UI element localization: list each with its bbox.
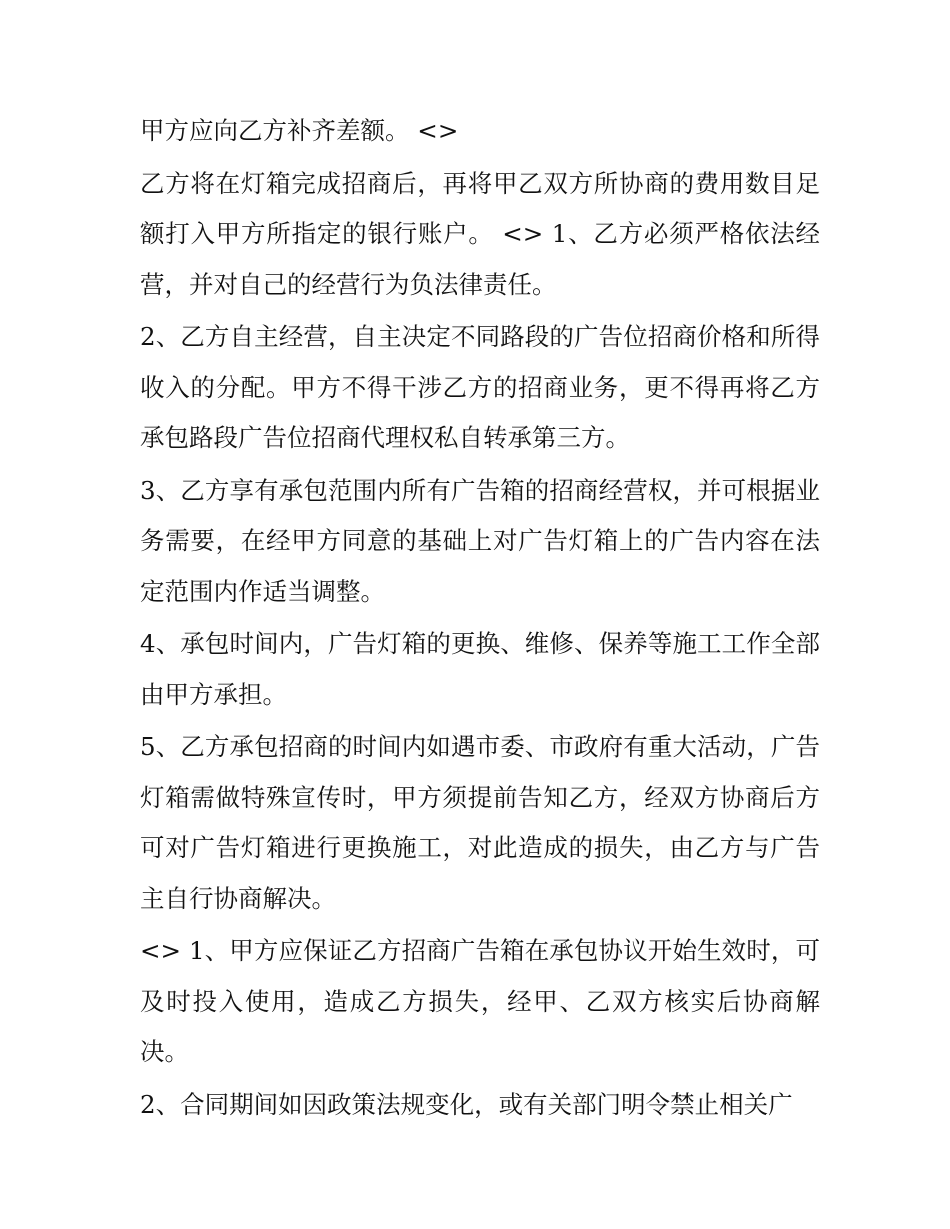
paragraph-6: 5、乙方承包招商的时间内如遇市委、市政府有重大活动，广告灯箱需做特殊宣传时，甲方须提前告知乙方，经双方协商后方可对广告灯箱进行更换施工，对此造成的损失，由乙方与广告主自行协商解决。: [140, 732, 820, 913]
paragraph-4: 3、乙方享有承包范围内所有广告箱的招商经营权，并可根据业务需要，在经甲方同意的基础上对广告灯箱上的广告内容在法定范围内作适当调整。: [140, 475, 820, 606]
paragraph-1: 甲方应向乙方补齐差额。 <>: [140, 116, 459, 145]
paragraph-5: 4、承包时间内，广告灯箱的更换、维修、保养等施工工作全部由甲方承担。: [140, 629, 820, 709]
paragraph-8: 2、合同期间如因政策法规变化，或有关部门明令禁止相关广: [140, 1089, 793, 1119]
document-body: [140, 106, 820, 1132]
paragraph-3: 2、乙方自主经营，自主决定不同路段的广告位招商价格和所得收入的分配。甲方不得干涉乙方的招商业务，更不得再将乙方承包路段广告位招商代理权私自转承第三方。: [140, 322, 820, 452]
paragraph-7: <> 1、甲方应保证乙方招商广告箱在承包协议开始生效时，可及时投入使用，造成乙方损失，经甲、乙双方核实后协商解决。: [140, 936, 820, 1066]
paragraph-2: 乙方将在灯箱完成招商后，再将甲乙双方所协商的费用数目足额打入甲方所指定的银行账户。 <> 1、乙方必须严格依法经营，并对自己的经营行为负法律责任。: [140, 168, 820, 299]
